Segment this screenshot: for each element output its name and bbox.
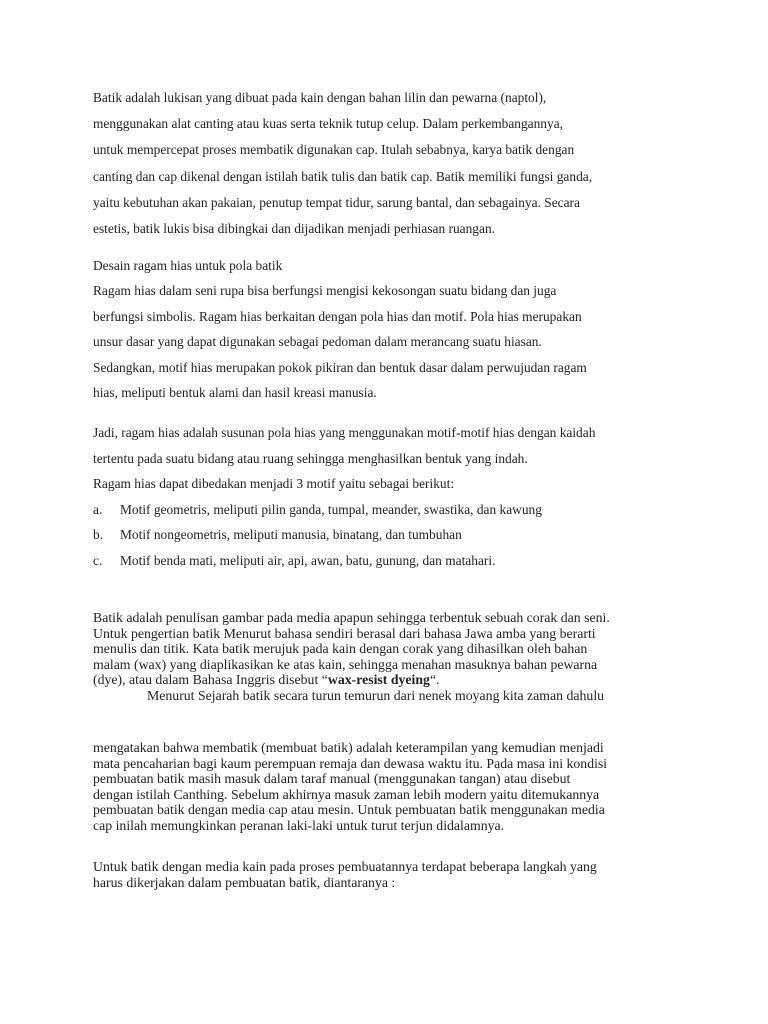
text-line: Batik adalah lukisan yang dibuat pada kain dengan bahan lilin dan pewarna (naptol), — [93, 90, 547, 105]
list-marker: a. — [93, 501, 103, 517]
paragraph-batik-history — [93, 740, 683, 834]
text-line: canting dan cap dikenal dengan istilah batik tulis dan batik cap. Batik memiliki fungsi ganda, — [93, 168, 593, 184]
text-line: berfungsi simbolis. Ragam hias berkaitan dengan pola hias dan motif. Pola hias merupakan — [93, 308, 582, 324]
text-line: cap inilah memungkinkan peranan laki-laki untuk turut terjun didalamnya. — [93, 817, 505, 833]
list-item — [93, 497, 683, 523]
text-line: mata pencaharian bagi kaum perempuan remaja dan dewasa waktu itu. Pada masa ini kondisi — [93, 755, 608, 771]
text-line: menggunakan alat canting atau kuas serta teknik tutup celup. Dalam perkembangannya, — [93, 116, 563, 132]
text-line: Jadi, ragam hias adalah susunan pola hias yang menggunakan motif-motif hias dengan kaidah — [93, 425, 596, 440]
text-line: Untuk pengertian batik Menurut bahasa sendiri berasal dari bahasa Jawa amba yang berarti — [93, 625, 596, 641]
text-line: tertentu pada suatu bidang atau ruang sehingga menghasilkan bentuk yang indah. — [93, 450, 528, 466]
text-line: untuk mempercepat proses membatik digunakan cap. Itulah sebabnya, karya batik dengan — [93, 142, 575, 158]
text-line: pembuatan batik dengan media cap atau mesin. Untuk pembuatan batik menggunakan media — [93, 802, 605, 818]
text-line: Ragam hias dapat dibedakan menjadi 3 motif yaitu sebagai berikut: — [93, 476, 455, 491]
indented-line: Menurut Sejarah batik secara turun temurun dari nenek moyang kita zaman dahulu — [147, 687, 605, 703]
text-line: unsur dasar yang dapat digunakan sebagai pedoman dalam merancang suatu hiasan. — [93, 334, 542, 350]
list-item-text: Motif geometris, meliputi pilin ganda, tumpal, meander, swastika, dan kawung — [120, 501, 542, 517]
text-line: estetis, batik lukis bisa dibingkai dan dijadikan menjadi perhiasan ruangan. — [93, 221, 495, 237]
list-item — [93, 522, 683, 548]
section-heading: Desain ragam hias untuk pola batik — [93, 258, 283, 273]
text-line: hias, meliputi bentuk alami dan hasil kreasi manusia. — [93, 385, 377, 401]
list-item-text: Motif benda mati, meliputi air, api, awan, batu, gunung, dan matahari. — [120, 553, 496, 569]
paragraph-batik-etymology — [93, 610, 683, 704]
text-line: pembuatan batik masih masuk dalam taraf manual (menggunakan tangan) atau disebut — [93, 771, 571, 787]
paragraph-batik-definition — [93, 85, 683, 242]
text-line — [93, 672, 683, 688]
list-marker: b. — [93, 527, 104, 543]
text-line: mengatakan bahwa membatik (membuat batik) adalah keterampilan yang kemudian menjadi — [93, 740, 604, 755]
paragraph-batik-steps-intro — [93, 859, 683, 890]
text-line: Batik adalah penulisan gambar pada media apapun sehingga terbentuk sebuah corak dan seni. — [93, 610, 610, 625]
text-line: malam (wax) yang diaplikasikan ke atas kain, sehingga menahan masuknya bahan pewarna — [93, 656, 598, 672]
section-motif-list — [93, 420, 683, 574]
text-line: yaitu kebutuhan akan pakaian, penutup tempat tidur, sarung bantal, dan sebagainya. Secara — [93, 194, 580, 210]
text-line: menulis dan titik. Kata batik merujuk pada kain dengan corak yang dihasilkan oleh bahan — [93, 641, 588, 657]
bold-term: wax-resist dyeing — [327, 672, 430, 688]
list-item — [93, 548, 683, 574]
text-segment: “. — [429, 672, 440, 688]
text-line: Sedangkan, motif hias merupakan pokok pikiran dan bentuk dasar dalam perwujudan ragam — [93, 359, 587, 375]
section-ragam-hias — [93, 253, 683, 405]
text-line: Untuk batik dengan media kain pada proses pembuatannya terdapat beberapa langkah yang — [93, 859, 597, 874]
list-marker: c. — [93, 553, 103, 569]
text-line: Ragam hias dalam seni rupa bisa berfungsi mengisi kekosongan suatu bidang dan juga — [93, 283, 557, 299]
text-segment: (dye), atau dalam Bahasa Inggris disebut “ — [93, 672, 328, 688]
text-line: dengan istilah Canthing. Sebelum akhirnya masuk zaman lebih modern yaitu ditemukannya — [93, 786, 600, 802]
text-line: harus dikerjakan dalam pembuatan batik, diantaranya : — [93, 874, 396, 890]
list-item-text: Motif nongeometris, meliputi manusia, binatang, dan tumbuhan — [120, 527, 462, 543]
